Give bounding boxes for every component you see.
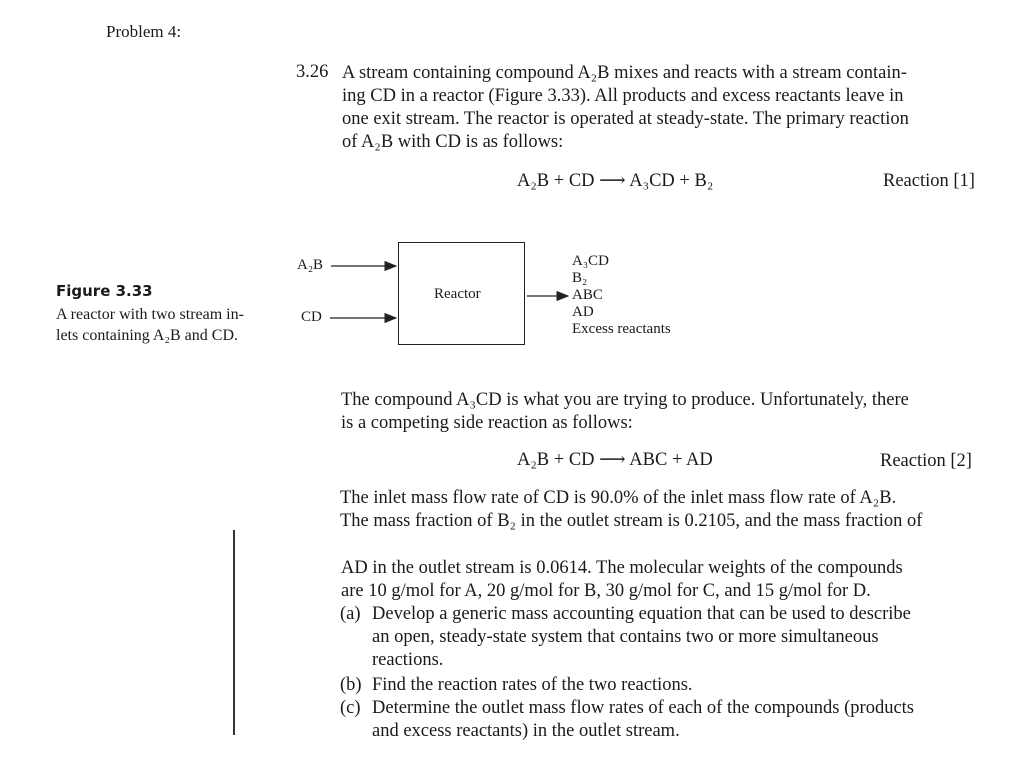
part-b-label: (b) xyxy=(340,675,362,695)
problem-number: 3.26 xyxy=(296,62,329,82)
paragraph-1-line: one exit stream. The reactor is operated at steady-state. The primary reaction xyxy=(342,109,909,129)
paragraph-4-line: are 10 g/mol for A, 20 g/mol for B, 30 g/mol for C, and 15 g/mol for D. xyxy=(341,581,871,601)
paragraph-2 xyxy=(341,389,909,435)
paragraph-1-line: A stream containing compound A₂B mixes and reacts with a stream contain- xyxy=(342,63,907,83)
outlet-compound: A₃CD xyxy=(572,253,609,269)
paragraph-4-line: AD in the outlet stream is 0.0614. The molecular weights of the compounds xyxy=(341,558,903,578)
part-a xyxy=(340,603,914,672)
part-a-line: Develop a generic mass accounting equation that can be used to describe xyxy=(372,604,911,624)
inlet-a2b-label: A₂B xyxy=(297,257,324,273)
reaction-1-label: Reaction [1] xyxy=(883,171,975,191)
outlet-compound: AD xyxy=(572,304,594,320)
paragraph-3-line: The inlet mass flow rate of CD is 90.0% of the inlet mass flow rate of A₂B. xyxy=(340,488,897,508)
paragraph-3-line: The mass fraction of B₂ in the outlet stream is 0.2105, and the mass fraction of xyxy=(340,511,923,531)
paragraph-1-line: of A₂B with CD is as follows: xyxy=(342,132,564,152)
outlet-compound: B₂ xyxy=(572,270,588,286)
part-c-line: Determine the outlet mass flow rates of each of the compounds (products xyxy=(372,698,914,718)
part-a-label: (a) xyxy=(340,604,361,624)
part-c xyxy=(340,697,914,743)
figure-title: Figure 3.33 xyxy=(56,282,153,300)
problem-label: Problem 4: xyxy=(106,22,182,41)
inlet-cd-label: CD xyxy=(301,309,322,325)
margin-rule xyxy=(233,530,235,735)
outlet-compound: Excess reactants xyxy=(572,321,671,337)
paragraph-4 xyxy=(341,557,903,603)
paragraph-1-line: ing CD in a reactor (Figure 3.33). All products and excess reactants leave in xyxy=(342,86,904,106)
part-b xyxy=(340,674,914,697)
outlet-compound: ABC xyxy=(572,287,603,303)
paragraph-2-line: is a competing side reaction as follows: xyxy=(341,413,633,433)
reaction-2-equation: A₂B + CD ⟶ ABC + AD xyxy=(517,450,713,470)
part-a-line: an open, steady-state system that contains two or more simultaneous xyxy=(372,627,879,647)
part-b-line: Find the reaction rates of the two reactions. xyxy=(372,675,693,695)
figure-caption-line: lets containing A₂B and CD. xyxy=(56,327,239,344)
part-a-line: reactions. xyxy=(372,650,444,670)
part-c-line: and excess reactants) in the outlet stream. xyxy=(372,721,680,741)
reactor-label: Reactor xyxy=(434,286,481,302)
parts-list xyxy=(340,603,914,743)
paragraph-2-line: The compound A₃CD is what you are trying to produce. Unfortunately, there xyxy=(341,390,909,410)
reaction-2-label: Reaction [2] xyxy=(880,451,972,471)
reaction-1-equation: A₂B + CD ⟶ A₃CD + B₂ xyxy=(517,171,714,191)
part-c-label: (c) xyxy=(340,698,361,718)
figure-caption-line: A reactor with two stream in- xyxy=(56,306,244,323)
paragraph-3 xyxy=(340,487,922,533)
